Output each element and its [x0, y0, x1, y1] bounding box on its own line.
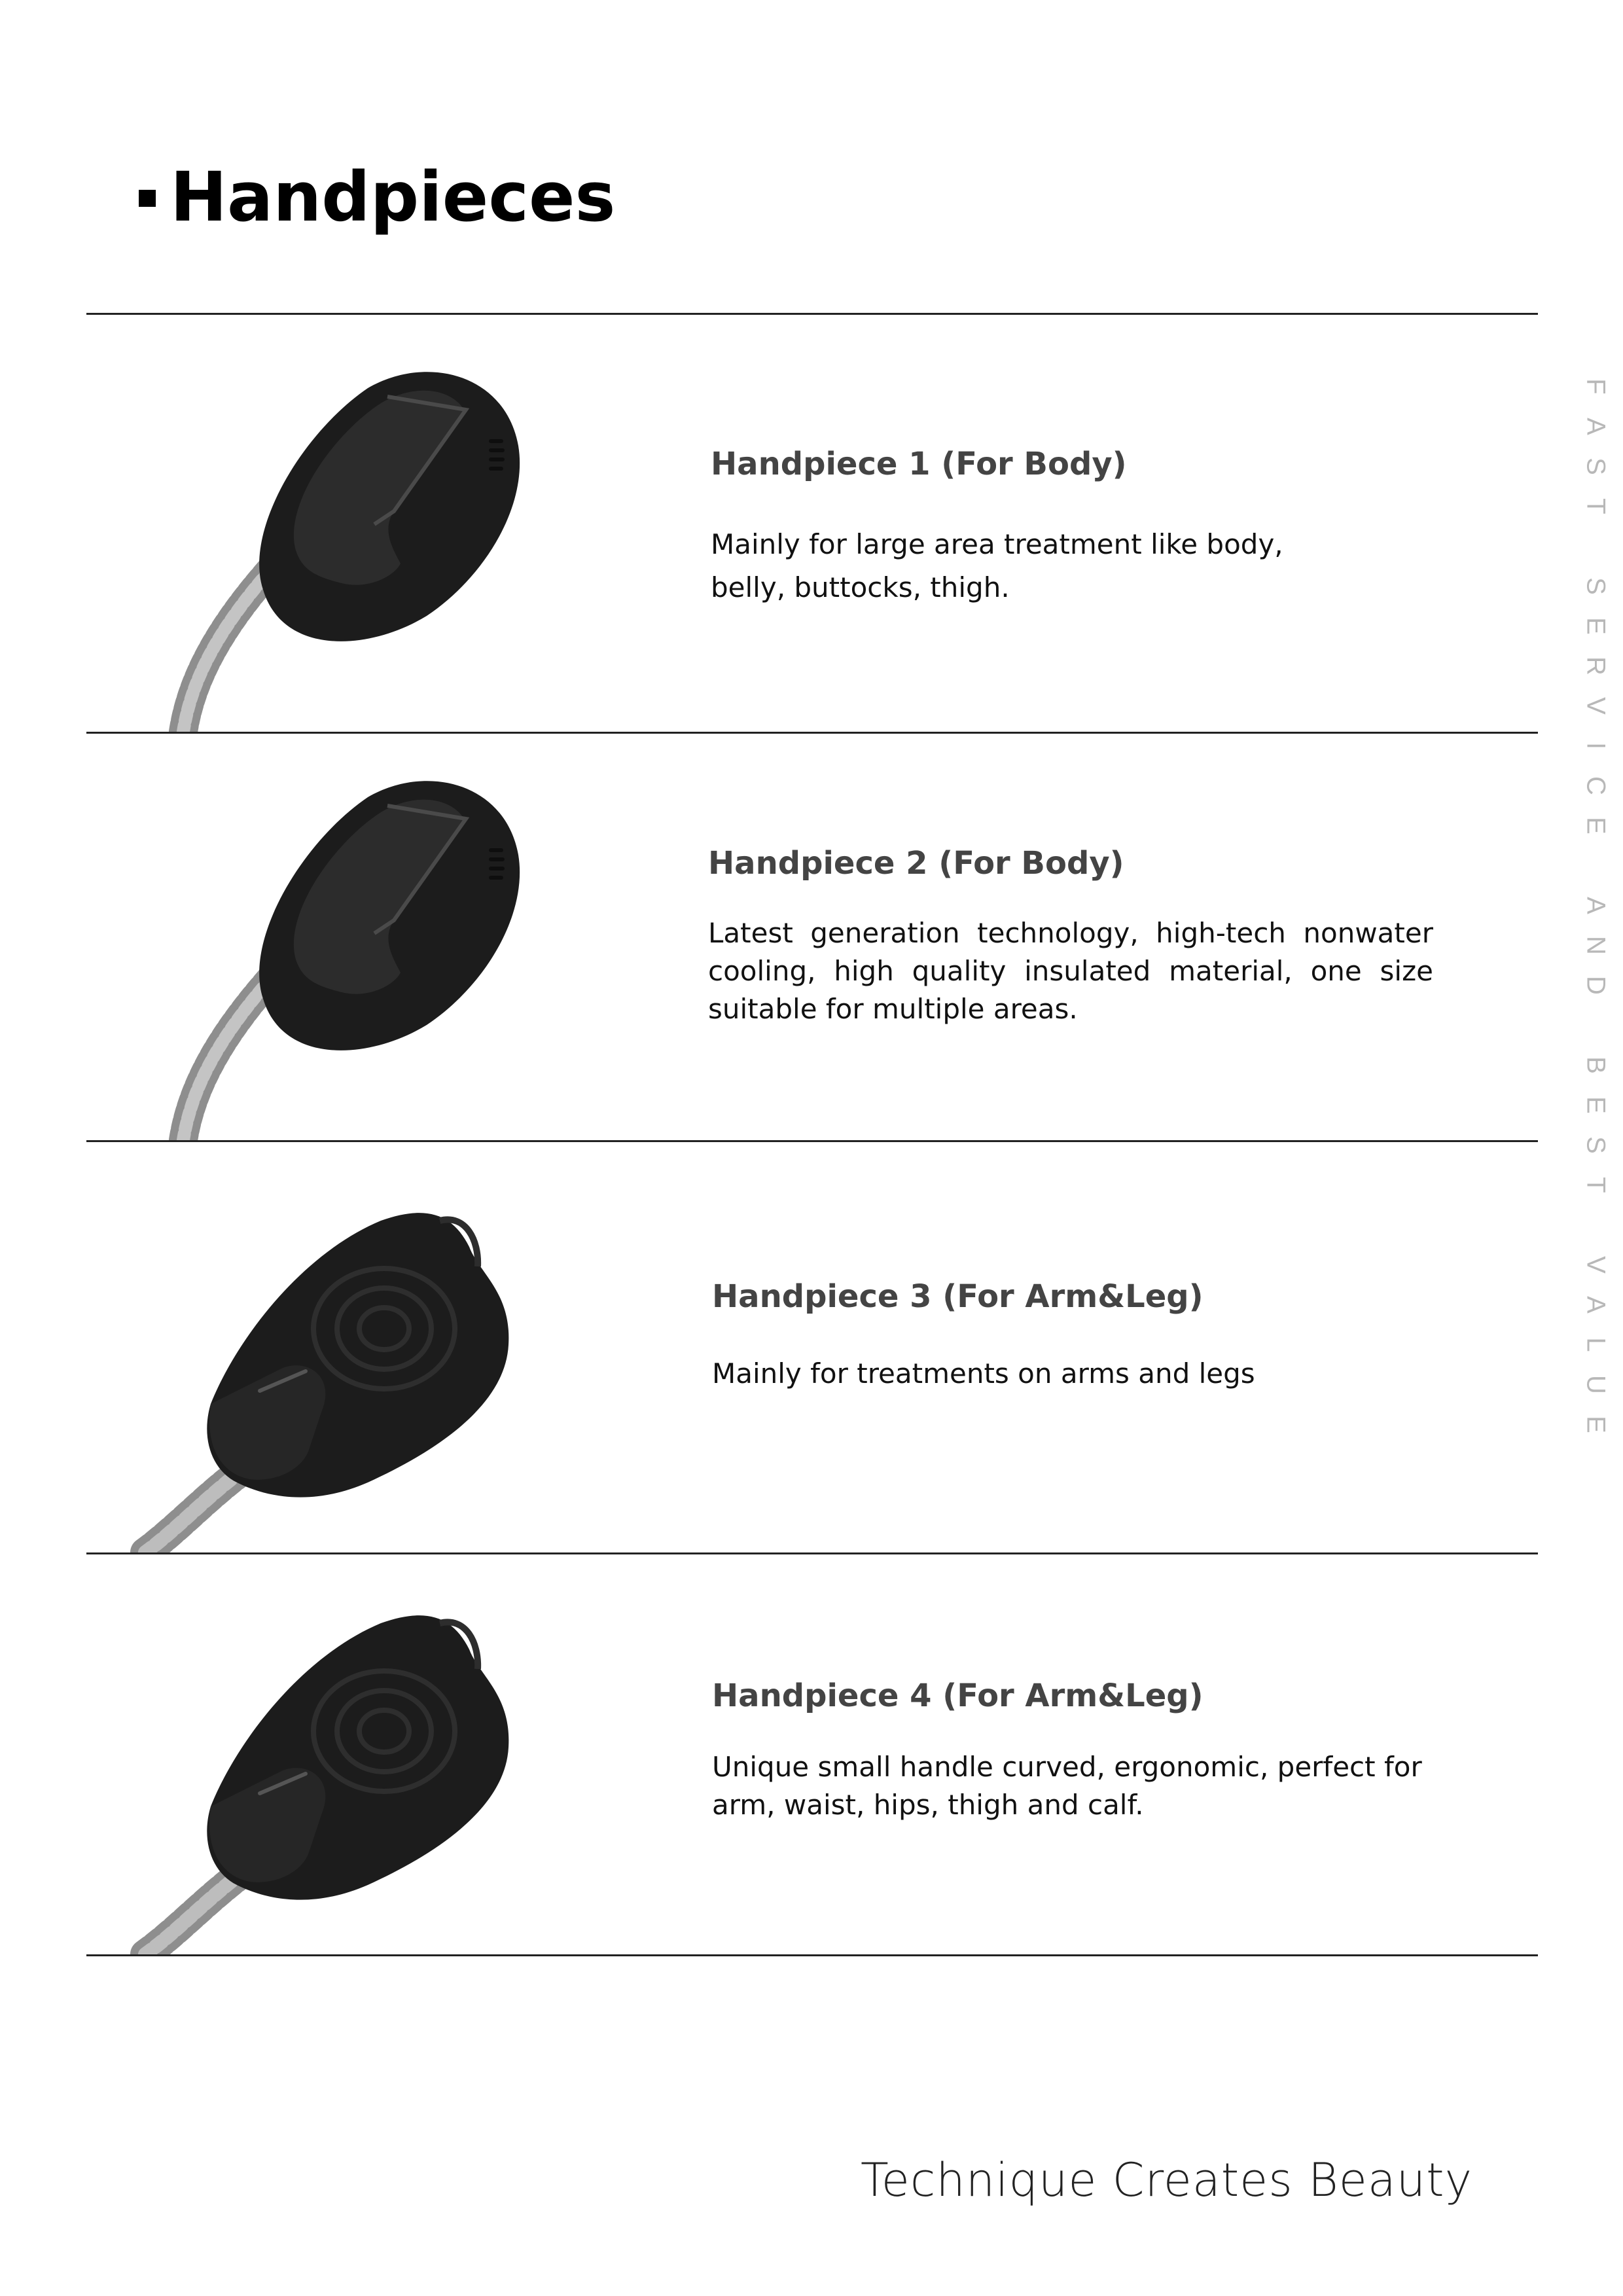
- arm-leg-handpiece-icon: [86, 1554, 662, 1954]
- item-description: Latest generation technology, high-tech nonwater cooling, high quality insulated material, one size suitable for multiple areas.: [708, 917, 1433, 1025]
- handpiece-section-4: [86, 1554, 1538, 1954]
- side-tagline-char: S: [1581, 457, 1611, 475]
- side-tagline-char: V: [1581, 697, 1611, 715]
- side-tagline-char: F: [1581, 378, 1611, 395]
- handpiece-section-2: [86, 734, 1538, 1140]
- side-tagline-char: E: [1581, 817, 1611, 834]
- side-tagline-char: V: [1581, 1256, 1611, 1274]
- side-tagline-char: E: [1581, 1096, 1611, 1114]
- side-tagline-char: A: [1581, 1296, 1611, 1314]
- body-handpiece-icon: [86, 734, 662, 1140]
- side-tagline-char: R: [1581, 656, 1611, 675]
- item-description: Mainly for treatments on arms and legs: [712, 1357, 1255, 1390]
- side-tagline-char: S: [1581, 1136, 1611, 1154]
- side-tagline-char: A: [1581, 418, 1611, 435]
- handpiece-section-1: [86, 315, 1538, 732]
- handpiece-section-3: [86, 1142, 1538, 1552]
- side-tagline-char: B: [1581, 1056, 1611, 1074]
- side-tagline-char: E: [1581, 1416, 1611, 1433]
- side-tagline: [1582, 367, 1609, 1444]
- page-title: [139, 157, 615, 237]
- side-tagline-char: [1576, 1212, 1616, 1238]
- item-title: Handpiece 2 (For Body): [708, 845, 1124, 882]
- side-tagline-char: [1576, 1013, 1616, 1039]
- item-description: Unique small handle curved, ergonomic, perfect for arm, waist, hips, thigh and calf.: [712, 1751, 1422, 1821]
- item-title: Handpiece 3 (For Arm&Leg): [712, 1278, 1204, 1315]
- side-tagline-char: C: [1581, 776, 1611, 795]
- side-tagline-char: U: [1581, 1375, 1611, 1394]
- side-tagline-char: L: [1581, 1337, 1611, 1352]
- side-tagline-char: [1576, 533, 1616, 560]
- side-tagline-char: [1576, 853, 1616, 879]
- divider-bottom: [86, 1954, 1538, 1956]
- side-tagline-char: S: [1581, 577, 1611, 595]
- side-tagline-char: A: [1581, 897, 1611, 914]
- item-title: Handpiece 4 (For Arm&Leg): [712, 1677, 1204, 1714]
- arm-leg-handpiece-icon: [86, 1142, 662, 1552]
- side-tagline-char: N: [1581, 936, 1611, 955]
- side-tagline-char: D: [1581, 976, 1611, 995]
- page-title-text: Handpieces: [170, 157, 616, 237]
- item-description: Mainly for large area treatment like body, belly, buttocks, thigh.: [711, 528, 1283, 603]
- square-bullet-icon: [139, 190, 156, 207]
- item-title: Handpiece 1 (For Body): [711, 446, 1127, 482]
- side-tagline-char: I: [1581, 742, 1611, 750]
- side-tagline-char: T: [1581, 1177, 1611, 1193]
- body-handpiece-icon: [86, 315, 662, 732]
- side-tagline-char: E: [1581, 617, 1611, 635]
- footer-tagline: Technique Creates Beauty: [860, 2153, 1472, 2207]
- side-tagline-char: T: [1581, 498, 1611, 514]
